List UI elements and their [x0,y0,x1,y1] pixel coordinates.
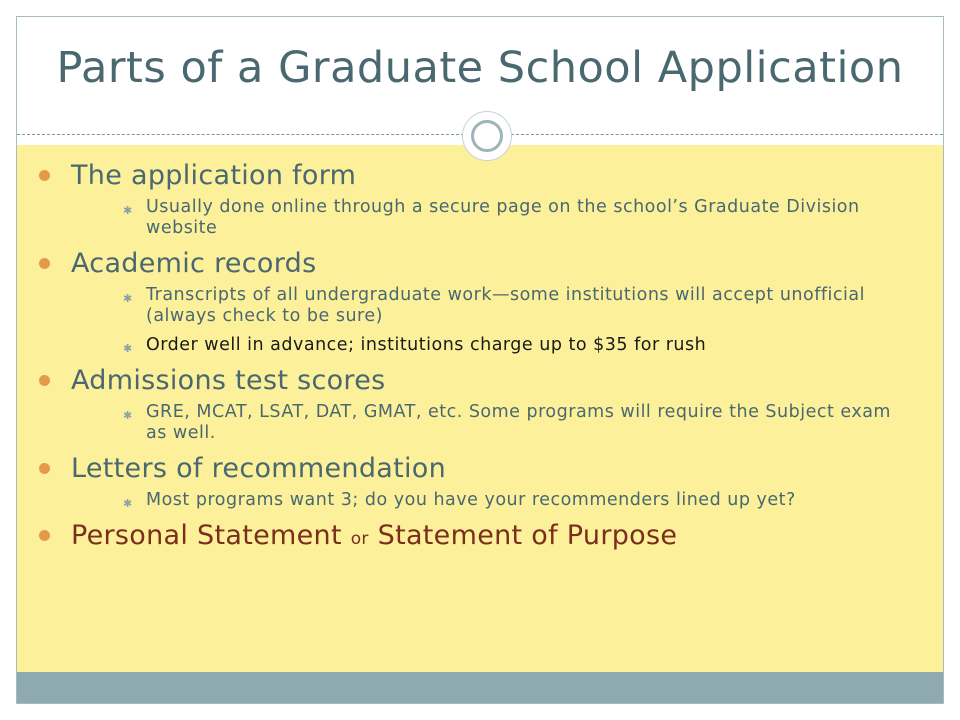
orange-dot-icon [39,170,50,181]
star-bullet-icon: ✱ [123,409,133,422]
content-area [17,145,943,672]
bullet-list [17,159,943,556]
star-bullet-icon: ✱ [123,204,133,217]
statement-of-purpose-label: Statement of Purpose [377,520,678,551]
list-item [17,364,943,444]
sub-item-text: Transcripts of all undergraduate work—some institutions will accept unofficial (always check to be sure) [146,285,865,326]
item-heading: Admissions test scores [71,365,386,396]
item-heading: Letters of recommendation [71,453,447,484]
ring-icon [462,111,512,161]
footer-bar [17,672,943,704]
star-bullet-icon: ✱ [123,292,133,305]
ring-inner [471,120,503,152]
slide-title: Parts of a Graduate School Application [56,43,904,93]
item-heading: Academic records [71,248,317,279]
sub-item-text: Usually done online through a secure page on the school’s Graduate Division website [146,197,860,238]
list-item-personal-statement [17,519,943,556]
orange-dot-icon [39,463,50,474]
sub-item [71,285,943,327]
star-bullet-icon: ✱ [123,497,133,510]
sub-item-text: Order well in advance; institutions charge up to $35 for rush [146,335,707,355]
or-label: or [350,529,369,549]
sub-item [71,402,943,444]
list-item [17,452,943,511]
sub-item [71,197,943,239]
item-heading: The application form [71,160,357,191]
list-item [17,247,943,356]
orange-dot-icon [39,530,50,541]
sub-item [71,335,943,356]
orange-dot-icon [39,375,50,386]
sub-item-text: GRE, MCAT, LSAT, DAT, GMAT, etc. Some programs will require the Subject exam as well. [146,402,891,443]
sub-item-text: Most programs want 3; do you have your recommenders lined up yet? [146,490,796,510]
star-bullet-icon: ✱ [123,342,133,355]
list-item [17,159,943,239]
slide [16,16,944,704]
sub-item [71,490,943,511]
item-heading [71,519,943,556]
personal-statement-label: Personal Statement [71,520,342,551]
orange-dot-icon [39,258,50,269]
